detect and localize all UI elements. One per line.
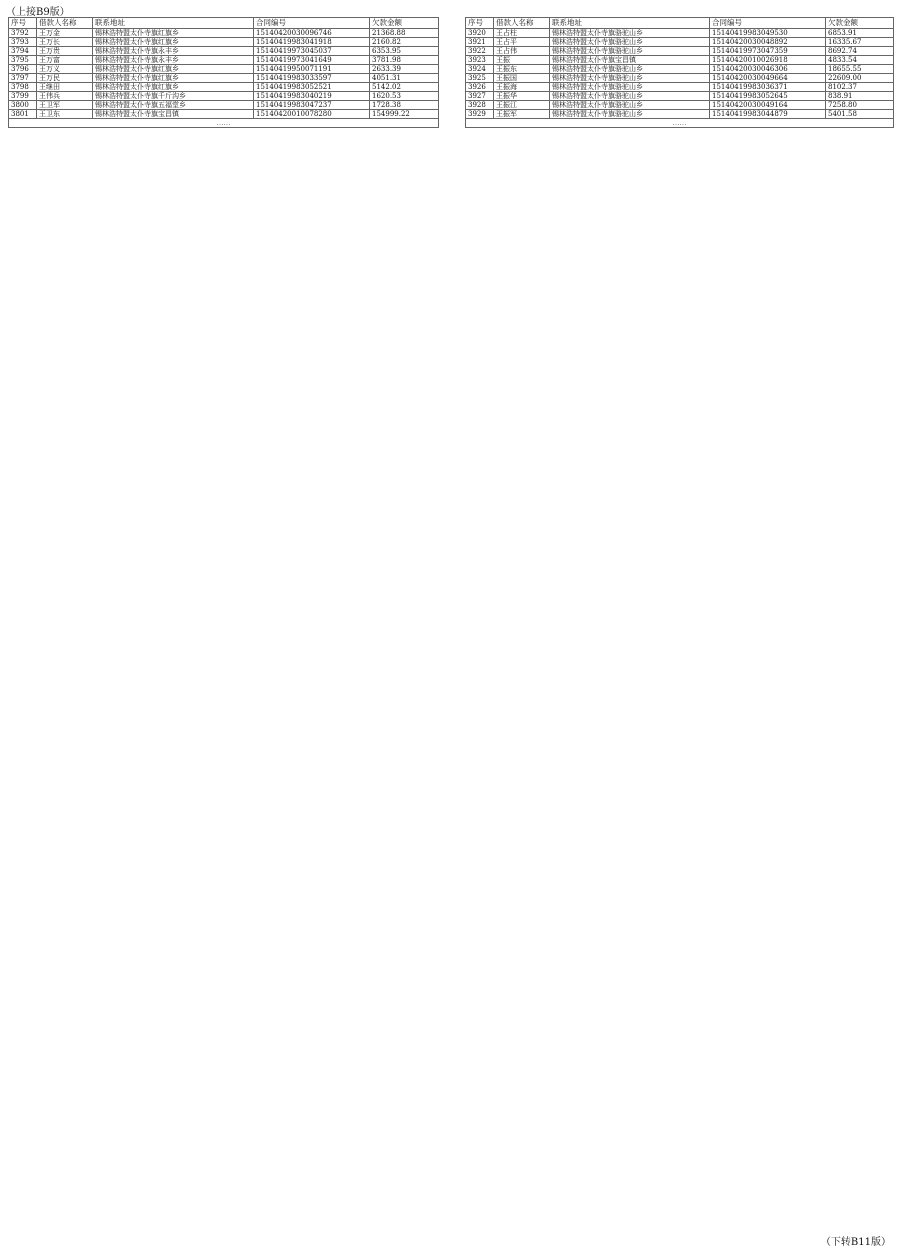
borrower-name: 王万金: [37, 29, 93, 38]
col-address-header: 联系地址: [93, 18, 254, 29]
borrower-name: 王振华: [494, 92, 550, 101]
table-row: [466, 92, 894, 101]
table-body-right: [466, 29, 894, 128]
contact-address: 锡林浩特盟太仆寺旗宝昌镇: [93, 110, 254, 119]
col-contract-header: 合同编号: [710, 18, 826, 29]
owed-amount: 3781.98: [370, 56, 439, 65]
table-row: [9, 29, 439, 38]
borrower-name: 王卫东: [37, 110, 93, 119]
contact-address: 锡林浩特盟太仆寺旗千斤沟乡: [93, 92, 254, 101]
contract-number: 15140420010078280: [254, 110, 370, 119]
borrower-name: 王振军: [494, 110, 550, 119]
continued-from-note: （上接B9版）: [6, 7, 70, 18]
owed-amount: 2633.39: [370, 65, 439, 74]
col-borrower-header: 借款人名称: [494, 18, 550, 29]
contract-number: 15140419983047237: [254, 101, 370, 110]
col-index-header: 序号: [466, 18, 494, 29]
contact-address: 锡林浩特盟太仆寺旗红旗乡: [93, 74, 254, 83]
row-index: 3792: [9, 29, 37, 38]
table-row-omitted: [9, 119, 439, 128]
table-row: [466, 101, 894, 110]
contact-address: 锡林浩特盟太仆寺旗骆驼山乡: [550, 92, 710, 101]
borrower-name: 王万长: [37, 38, 93, 47]
row-index: 3926: [466, 83, 494, 92]
borrower-name: 王振海: [494, 83, 550, 92]
owed-amount: 5142.02: [370, 83, 439, 92]
contact-address: 锡林浩特盟太仆寺旗骆驼山乡: [550, 65, 710, 74]
table-row: [9, 92, 439, 101]
borrower-name: 王振江: [494, 101, 550, 110]
table-row: [466, 74, 894, 83]
borrower-name: 王占平: [494, 38, 550, 47]
table-row: [466, 83, 894, 92]
table-row: [9, 47, 439, 56]
borrower-name: 王卫军: [37, 101, 93, 110]
owed-amount: 4833.54: [826, 56, 894, 65]
contract-number: 15140420030049664: [710, 74, 826, 83]
borrower-name: 王占柱: [494, 29, 550, 38]
row-index: 3921: [466, 38, 494, 47]
contact-address: 锡林浩特盟太仆寺旗红旗乡: [93, 65, 254, 74]
contact-address: 锡林浩特盟太仆寺旗骆驼山乡: [550, 38, 710, 47]
table-row: [9, 74, 439, 83]
owed-amount: 21368.88: [370, 29, 439, 38]
row-index: 3793: [9, 38, 37, 47]
borrower-name: 王伟兵: [37, 92, 93, 101]
row-index: 3928: [466, 101, 494, 110]
borrower-name: 王振东: [494, 65, 550, 74]
borrower-name: 王继田: [37, 83, 93, 92]
table-row: [9, 56, 439, 65]
contract-number: 15140420030048892: [710, 38, 826, 47]
col-amount-header: 欠款金额: [370, 18, 439, 29]
table-row: [466, 38, 894, 47]
table-row-omitted: [466, 119, 894, 128]
table-header-row: [466, 18, 894, 29]
contract-number: 15140419950071191: [254, 65, 370, 74]
contact-address: 锡林浩特盟太仆寺旗五福堂乡: [93, 101, 254, 110]
col-borrower-header: 借款人名称: [37, 18, 93, 29]
omitted-rows-marker: ……: [466, 119, 894, 128]
owed-amount: 1728.38: [370, 101, 439, 110]
row-index: 3927: [466, 92, 494, 101]
borrower-name: 王万民: [37, 74, 93, 83]
owed-amount: 2160.82: [370, 38, 439, 47]
table-body-left: [9, 29, 439, 128]
owed-amount: 22609.00: [826, 74, 894, 83]
contact-address: 锡林浩特盟太仆寺旗骆驼山乡: [550, 74, 710, 83]
contract-number: 15140419983036371: [710, 83, 826, 92]
contract-number: 15140420030096746: [254, 29, 370, 38]
row-index: 3920: [466, 29, 494, 38]
contract-number: 15140420030049164: [710, 101, 826, 110]
contract-number: 15140419983044879: [710, 110, 826, 119]
col-amount-header: 欠款金额: [826, 18, 894, 29]
row-index: 3794: [9, 47, 37, 56]
contract-number: 15140419983033597: [254, 74, 370, 83]
contact-address: 锡林浩特盟太仆寺旗宝昌镇: [550, 56, 710, 65]
row-index: 3797: [9, 74, 37, 83]
owed-amount: 154999.22: [370, 110, 439, 119]
contract-number: 15140419973041649: [254, 56, 370, 65]
table-row: [466, 110, 894, 119]
owed-amount: 18655.55: [826, 65, 894, 74]
row-index: 3922: [466, 47, 494, 56]
row-index: 3923: [466, 56, 494, 65]
omitted-rows-marker: ……: [9, 119, 439, 128]
contract-number: 15140419983052521: [254, 83, 370, 92]
owed-amount: 16335.67: [826, 38, 894, 47]
borrower-name: 王振: [494, 56, 550, 65]
owed-amount: 5401.58: [826, 110, 894, 119]
borrower-name: 王万义: [37, 65, 93, 74]
row-index: 3799: [9, 92, 37, 101]
contact-address: 锡林浩特盟太仆寺旗红旗乡: [93, 38, 254, 47]
contact-address: 锡林浩特盟太仆寺旗骆驼山乡: [550, 101, 710, 110]
contact-address: 锡林浩特盟太仆寺旗骆驼山乡: [550, 83, 710, 92]
contact-address: 锡林浩特盟太仆寺旗红旗乡: [93, 83, 254, 92]
contact-address: 锡林浩特盟太仆寺旗红旗乡: [93, 29, 254, 38]
table-row: [9, 83, 439, 92]
table-row: [9, 65, 439, 74]
contact-address: 锡林浩特盟太仆寺旗骆驼山乡: [550, 110, 710, 119]
owed-amount: 4051.31: [370, 74, 439, 83]
owed-amount: 7258.80: [826, 101, 894, 110]
row-index: 3801: [9, 110, 37, 119]
table-row: [466, 65, 894, 74]
contract-number: 15140419983049530: [710, 29, 826, 38]
borrower-name: 王万富: [37, 56, 93, 65]
contract-number: 15140420030046306: [710, 65, 826, 74]
row-index: 3796: [9, 65, 37, 74]
col-contract-header: 合同编号: [254, 18, 370, 29]
contact-address: 锡林浩特盟太仆寺旗骆驼山乡: [550, 47, 710, 56]
owed-amount: 8102.37: [826, 83, 894, 92]
row-index: 3929: [466, 110, 494, 119]
contract-number: 15140419983041918: [254, 38, 370, 47]
borrower-name: 王万贵: [37, 47, 93, 56]
owed-amount: 1620.53: [370, 92, 439, 101]
table-row: [466, 47, 894, 56]
owed-amount: 838.91: [826, 92, 894, 101]
debtor-table-right: [465, 17, 894, 128]
contract-number: 15140419973047359: [710, 47, 826, 56]
contract-number: 15140420010026918: [710, 56, 826, 65]
table-header-row: [9, 18, 439, 29]
contract-number: 15140419983040219: [254, 92, 370, 101]
row-index: 3795: [9, 56, 37, 65]
table-row: [9, 110, 439, 119]
row-index: 3924: [466, 65, 494, 74]
borrower-name: 王占伟: [494, 47, 550, 56]
table-row: [9, 101, 439, 110]
table-row: [466, 29, 894, 38]
row-index: 3798: [9, 83, 37, 92]
row-index: 3800: [9, 101, 37, 110]
owed-amount: 6353.95: [370, 47, 439, 56]
owed-amount: 8692.74: [826, 47, 894, 56]
contact-address: 锡林浩特盟太仆寺旗骆驼山乡: [550, 29, 710, 38]
contact-address: 锡林浩特盟太仆寺旗永丰乡: [93, 56, 254, 65]
debtor-table-left: [8, 17, 439, 128]
col-index-header: 序号: [9, 18, 37, 29]
table-row: [9, 38, 439, 47]
contract-number: 15140419973045037: [254, 47, 370, 56]
contract-number: 15140419983052645: [710, 92, 826, 101]
continued-to-note: （下转B11版）: [820, 1237, 891, 1248]
row-index: 3925: [466, 74, 494, 83]
owed-amount: 6853.91: [826, 29, 894, 38]
contact-address: 锡林浩特盟太仆寺旗永丰乡: [93, 47, 254, 56]
borrower-name: 王振国: [494, 74, 550, 83]
table-row: [466, 56, 894, 65]
col-address-header: 联系地址: [550, 18, 710, 29]
